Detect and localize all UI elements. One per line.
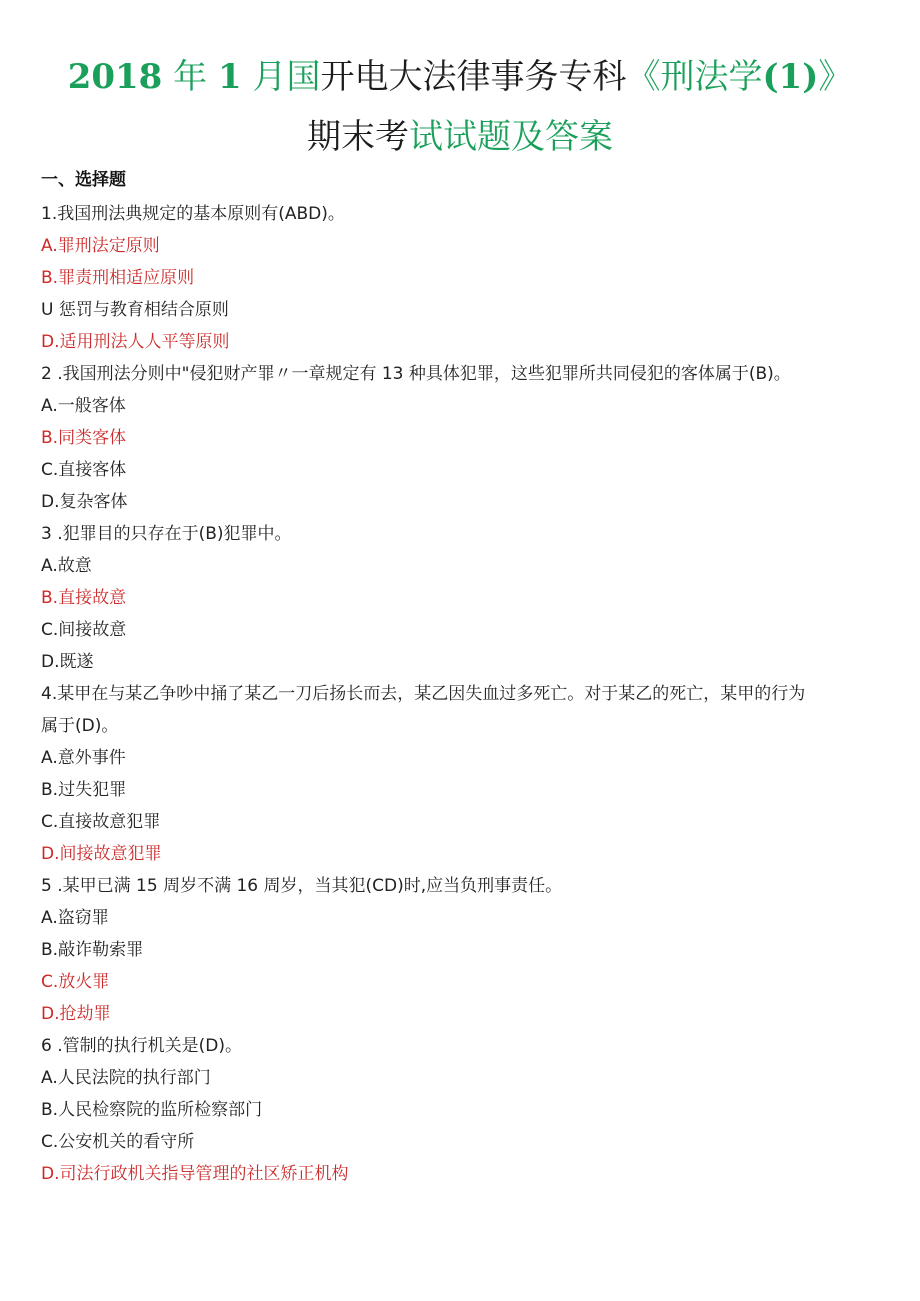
document-title-line2 [0,112,920,162]
title-segment: 年 [162,57,218,97]
title-segment: 1 [217,57,242,97]
title-segment: 《刑法学 [626,57,763,97]
question-text-line: U 惩罚与教育相结合原则 [41,300,229,320]
document-title-line1 [0,52,920,102]
question-text-line: A.盗窃罪 [41,908,109,928]
question-text-line: 1.我国刑法典规定的基本原则有(ABD)。 [41,204,345,224]
question-text-line: D.复杂客体 [41,492,128,512]
section-heading: 一、选择题 [41,170,126,190]
question-text-line: A.意外事件 [41,748,126,768]
question-text-line: C.直接客体 [41,460,127,480]
question-text-line: B.过失犯罪 [41,780,127,800]
question-text-line: A.一般客体 [41,396,126,416]
question-text-line: 5 .某甲已满 15 周岁不满 16 周岁，当其犯(CD)时,应当负刑事责任。 [41,876,563,896]
title-segment: 2018 [67,57,163,97]
title-segment: (1) [762,57,819,97]
question-text-line: D.既遂 [41,652,94,672]
question-text-line: B.敲诈勒索罪 [41,940,144,960]
answer-option-line: B.直接故意 [41,588,127,608]
title-segment: 试试题及答案 [409,117,613,157]
question-text-line: 4.某甲在与某乙争吵中捅了某乙一刀后扬长而去，某乙因失血过多死亡。对于某乙的死亡，某甲的行为 [41,684,806,704]
answer-option-line: C.放火罪 [41,972,110,992]
title-segment: 》 [818,57,853,97]
question-text-line: A.故意 [41,556,92,576]
question-text-line: 3 .犯罪目的只存在于(B)犯罪中。 [41,524,292,544]
question-text-line: 属于(D)。 [41,716,119,736]
answer-option-line: A.罪刑法定原则 [41,236,160,256]
question-text-line: A.人民法院的执行部门 [41,1068,211,1088]
question-text-line: B.人民检察院的监所检察部门 [41,1100,263,1120]
question-text-line: 2 .我国刑法分则中"侵犯财产罪〃一章规定有 13 种具体犯罪，这些犯罪所共同侵犯的客体属于(B)。 [41,364,791,384]
answer-option-line: D.司法行政机关指导管理的社区矫正机构 [41,1164,349,1184]
question-text-line: C.直接故意犯罪 [41,812,161,832]
title-segment: 期末考 [307,117,409,157]
answer-option-line: B.同类客体 [41,428,127,448]
title-segment: 月国 [241,57,321,97]
answer-option-line: D.适用刑法人人平等原则 [41,332,230,352]
question-list [41,198,891,1190]
answer-option-line: B.罪责刑相适应原则 [41,268,195,288]
answer-option-line: D.间接故意犯罪 [41,844,162,864]
question-text-line: 6 .管制的执行机关是(D)。 [41,1036,242,1056]
question-text-line: C.公安机关的看守所 [41,1132,195,1152]
question-text-line: C.间接故意 [41,620,127,640]
title-segment: 开电大法律事务专科 [320,57,627,97]
answer-option-line: D.抢劫罪 [41,1004,111,1024]
